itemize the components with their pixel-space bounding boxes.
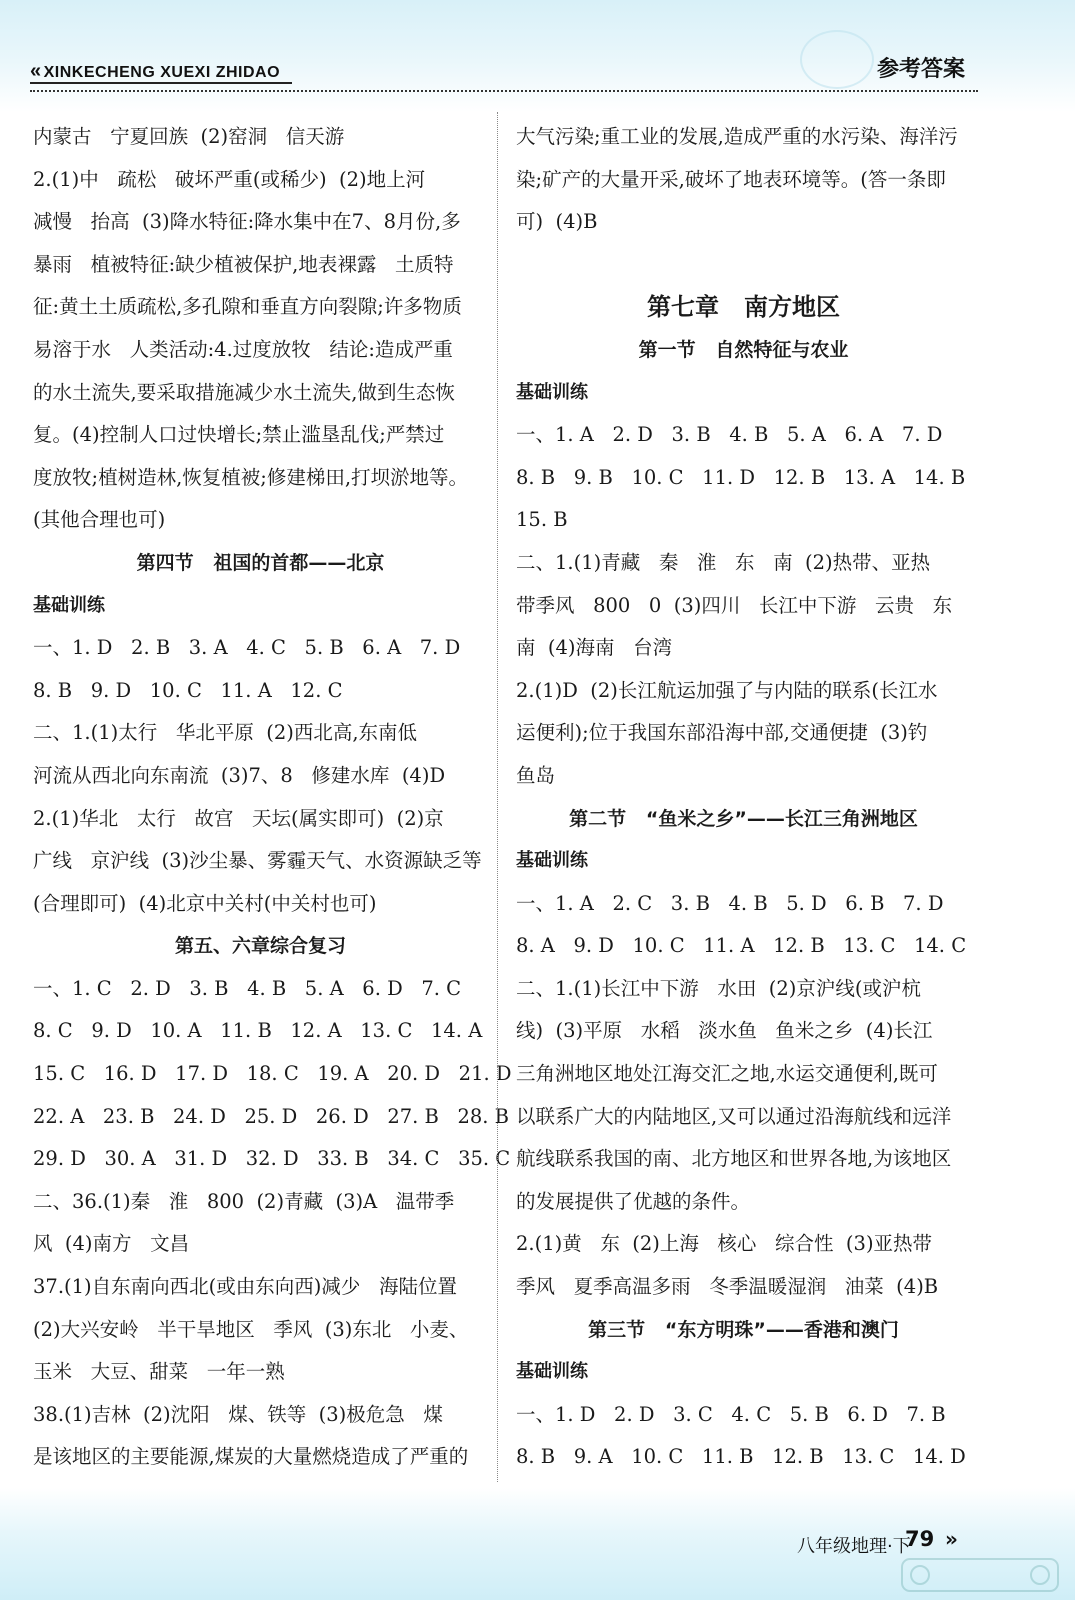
answer-line: 一、1. D 2. D 3. C 4. C 5. B 6. D 7. B bbox=[516, 1402, 946, 1426]
section-heading: 第二节 “鱼米之乡”——长江三角洲地区 bbox=[569, 807, 918, 830]
answer-line: 37.(1)自东南向西北(或由东向西)减少 海陆位置 bbox=[33, 1275, 457, 1299]
subsection-label: 基础训练 bbox=[516, 1361, 588, 1383]
answer-line: 河流从西北向东南流 (3)7、8 修建水库 (4)D bbox=[33, 763, 446, 787]
answer-line: 2.(1)中 疏松 破坏严重(或稀少) (2)地上河 bbox=[33, 167, 426, 191]
spacer bbox=[516, 244, 971, 287]
answer-line: 暴雨 植被特征:缺少植被保护,地表裸露 土质特 bbox=[33, 252, 454, 276]
watermark-logo bbox=[900, 1555, 1060, 1595]
series-title-underline bbox=[30, 82, 292, 84]
header-divider bbox=[30, 90, 978, 92]
answer-line: 度放牧;植树造林,恢复植被;修建梯田,打坝淤地等。 bbox=[33, 465, 469, 489]
answer-line: 二、1.(1)长江中下游 水田 (2)京沪线(或沪杭 bbox=[516, 976, 921, 1000]
column-divider bbox=[497, 112, 498, 1482]
answer-line: 一、1. D 2. B 3. A 4. C 5. B 6. A 7. D bbox=[33, 636, 461, 660]
answer-line: 可) (4)B bbox=[516, 210, 598, 234]
answer-line: 玉米 大豆、甜菜 一年一熟 bbox=[33, 1360, 285, 1384]
answer-line: 内蒙古 宁夏回族 (2)窑洞 信天游 bbox=[33, 125, 345, 148]
answer-line: 染;矿产的大量开采,破坏了地表环境等。(答一条即 bbox=[516, 167, 946, 191]
subsection-label: 基础训练 bbox=[516, 381, 588, 403]
answer-line: 8. B 9. B 10. C 11. D 12. B 13. A 14. B bbox=[516, 465, 966, 489]
answer-line: (合理即可) (4)北京中关村(中关村也可) bbox=[33, 891, 377, 915]
page-number: 79 bbox=[905, 1527, 935, 1551]
answer-line: 风 (4)南方 文昌 bbox=[33, 1232, 190, 1256]
answer-line: 8. A 9. D 10. C 11. A 12. B 13. C 14. C bbox=[516, 934, 967, 958]
answer-line: 广线 京沪线 (3)沙尘暴、雾霾天气、水资源缺乏等 bbox=[33, 849, 482, 873]
answer-line: 一、1. A 2. C 3. B 4. B 5. D 6. B 7. D bbox=[516, 891, 944, 915]
next-page-chevron-icon: » bbox=[945, 1527, 958, 1551]
answer-line: 8. C 9. D 10. A 11. B 12. A 13. C 14. A bbox=[33, 1019, 483, 1043]
answer-line: 南 (4)海南 台湾 bbox=[516, 636, 673, 660]
answer-line: 15. B bbox=[516, 508, 568, 532]
answer-line: 29. D 30. A 31. D 32. D 33. B 34. C 35. C bbox=[33, 1147, 511, 1171]
answer-line: 征:黄土土质疏松,多孔隙和垂直方向裂隙;许多物质 bbox=[33, 295, 462, 319]
answer-line: 二、36.(1)秦 淮 800 (2)青藏 (3)A 温带季 bbox=[33, 1189, 455, 1213]
answer-line: 2.(1)华北 太行 故宫 天坛(属实即可) (2)京 bbox=[33, 806, 444, 830]
answer-line: 22. A 23. B 24. D 25. D 26. D 27. B 28. B bbox=[33, 1104, 510, 1128]
answer-line: 鱼岛 bbox=[516, 763, 556, 787]
answer-line: 易溶于水 人类活动:4.过度放牧 结论:造成严重 bbox=[33, 337, 453, 361]
section-heading: 第一节 自然特征与农业 bbox=[638, 338, 849, 361]
subsection-label: 基础训练 bbox=[516, 850, 588, 872]
section-heading: 第四节 祖国的首都——北京 bbox=[136, 551, 385, 574]
answer-line: 季风 夏季高温多雨 冬季温暖湿润 油菜 (4)B bbox=[516, 1275, 939, 1299]
section-heading: 第五、六章综合复习 bbox=[174, 935, 346, 958]
answer-line: 带季风 800 0 (3)四川 长江中下游 云贵 东 bbox=[516, 593, 953, 617]
answer-line: 以联系广大的内陆地区,又可以通过沿海航线和远洋 bbox=[516, 1104, 952, 1128]
answer-line: 减慢 抬高 (3)降水特征:降水集中在7、8月份,多 bbox=[33, 210, 461, 234]
answer-line: 线) (3)平原 水稻 淡水鱼 鱼米之乡 (4)长江 bbox=[516, 1019, 933, 1043]
answer-line: 的发展提供了优越的条件。 bbox=[516, 1189, 751, 1213]
answer-line: 38.(1)吉林 (2)沈阳 煤、铁等 (3)极危急 煤 bbox=[33, 1402, 443, 1426]
subsection-label: 基础训练 bbox=[33, 594, 105, 616]
answer-line: (2)大兴安岭 半干旱地区 季风 (3)东北 小麦、 bbox=[33, 1317, 469, 1341]
answer-line: (其他合理也可) bbox=[33, 508, 166, 532]
answer-line: 2.(1)黄 东 (2)上海 核心 综合性 (3)亚热带 bbox=[516, 1232, 933, 1256]
answer-line: 二、1.(1)太行 华北平原 (2)西北高,东南低 bbox=[33, 721, 418, 745]
series-title-text: XINKECHENG XUEXI ZHIDAO bbox=[43, 64, 281, 81]
answer-line: 航线联系我国的南、北方地区和世界各地,为该地区 bbox=[516, 1147, 952, 1171]
answer-line: 运便利);位于我国东部沿海中部,交通便捷 (3)钓 bbox=[516, 721, 928, 745]
answer-line: 一、1. A 2. D 3. B 4. B 5. A 6. A 7. D bbox=[516, 423, 943, 447]
chapter-heading: 第七章 南方地区 bbox=[646, 293, 841, 322]
answer-line: 2.(1)D (2)长江航运加强了与内陆的联系(长江水 bbox=[516, 678, 938, 702]
series-title: « XINKECHENG XUEXI ZHIDAO bbox=[30, 60, 281, 82]
answer-line: 8. B 9. A 10. C 11. B 12. B 13. C 14. D bbox=[516, 1445, 966, 1469]
answer-line: 的水土流失,要采取措施减少水土流失,做到生态恢 bbox=[33, 380, 455, 404]
answer-line: 一、1. C 2. D 3. B 4. B 5. A 6. D 7. C bbox=[33, 976, 462, 1000]
answer-line: 15. C 16. D 17. D 18. C 19. A 20. D 21. D bbox=[33, 1062, 512, 1086]
answer-line: 复。(4)控制人口过快增长;禁止滥垦乱伐;严禁过 bbox=[33, 423, 445, 447]
header-decoration bbox=[800, 30, 874, 89]
right-column bbox=[516, 116, 971, 1479]
answer-line: 三角洲地区地处江海交汇之地,水运交通便利,既可 bbox=[516, 1062, 938, 1086]
answer-line: 是该地区的主要能源,煤炭的大量燃烧造成了严重的 bbox=[33, 1445, 469, 1469]
answer-line: 8. B 9. D 10. C 11. A 12. C bbox=[33, 678, 343, 702]
left-column bbox=[33, 116, 512, 1479]
answer-line: 大气污染;重工业的发展,造成严重的水污染、海洋污 bbox=[516, 125, 958, 148]
section-title: 参考答案 bbox=[876, 57, 965, 82]
book-title: 八年级地理·下 bbox=[797, 1536, 911, 1557]
answer-line: 二、1.(1)青藏 秦 淮 东 南 (2)热带、亚热 bbox=[516, 550, 931, 574]
section-heading: 第三节 “东方明珠”——香港和澳门 bbox=[588, 1318, 899, 1341]
